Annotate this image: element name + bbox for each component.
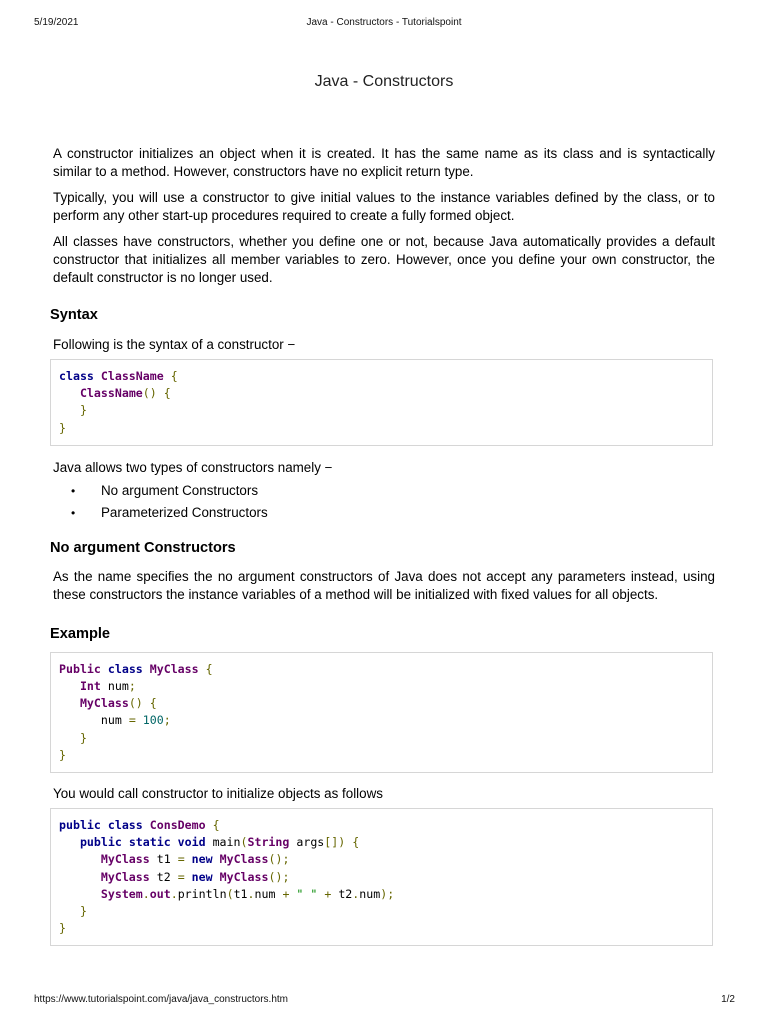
list-item: • Parameterized Constructors: [53, 502, 715, 524]
print-date: 5/19/2021: [34, 17, 79, 28]
intro-paragraph-2: Typically, you will use a constructor to give initial values to the instance variables defined by the class, or to perform any other start-up procedures required to create a fully formed object.: [53, 190, 715, 223]
bullet-icon: •: [71, 483, 76, 498]
example-heading: Example: [50, 625, 111, 642]
constructor-types-list: [53, 480, 715, 524]
syntax-lead: Following is the syntax of a constructor −: [53, 337, 296, 352]
syntax-heading: Syntax: [50, 307, 98, 323]
call-code-block[interactable]: public class ConsDemo { public static void main(String args[]) { MyClass t1 = new MyClass(); MyClass t2 = new MyClass(); System.out.println(t1.num + " " + t2.num); } }: [50, 808, 713, 946]
call-lead: You would call constructor to initialize objects as follows: [53, 786, 383, 802]
print-page-title: Java - Constructors - Tutorialspoint: [306, 17, 462, 28]
intro-paragraph-1: A constructor initializes an object when it is created. It has the same name as its class and is syntactically similar to a method. However, constructors have no explicit return type.: [53, 146, 715, 179]
types-lead: Java allows two types of constructors namely −: [53, 459, 333, 475]
page-number: 1/2: [721, 994, 735, 1005]
noarg-heading: No argument Constructors: [50, 539, 236, 556]
bullet-icon: •: [71, 505, 76, 520]
noarg-paragraph: As the name specifies the no argument constructors of Java does not accept any parameters instead, using these constructors the instance variables of a method will be initialized with fixed values for all objects.: [53, 568, 715, 602]
article-body: [50, 145, 715, 946]
syntax-code-block[interactable]: class ClassName { ClassName() { } }: [50, 359, 713, 446]
page-url[interactable]: https://www.tutorialspoint.com/java/java_constructors.htm: [34, 994, 288, 1005]
list-item: • No argument Constructors: [53, 480, 715, 502]
intro-paragraph-3: All classes have constructors, whether you define one or not, because Java automatically provides a default constructor that initializes all member variables to zero. However, once you define your own constructor, the default constructor is no longer used.: [53, 234, 715, 285]
example-code-block[interactable]: Public class MyClass { Int num; MyClass() { num = 100; } }: [50, 652, 713, 773]
page-title: Java - Constructors: [314, 73, 454, 90]
